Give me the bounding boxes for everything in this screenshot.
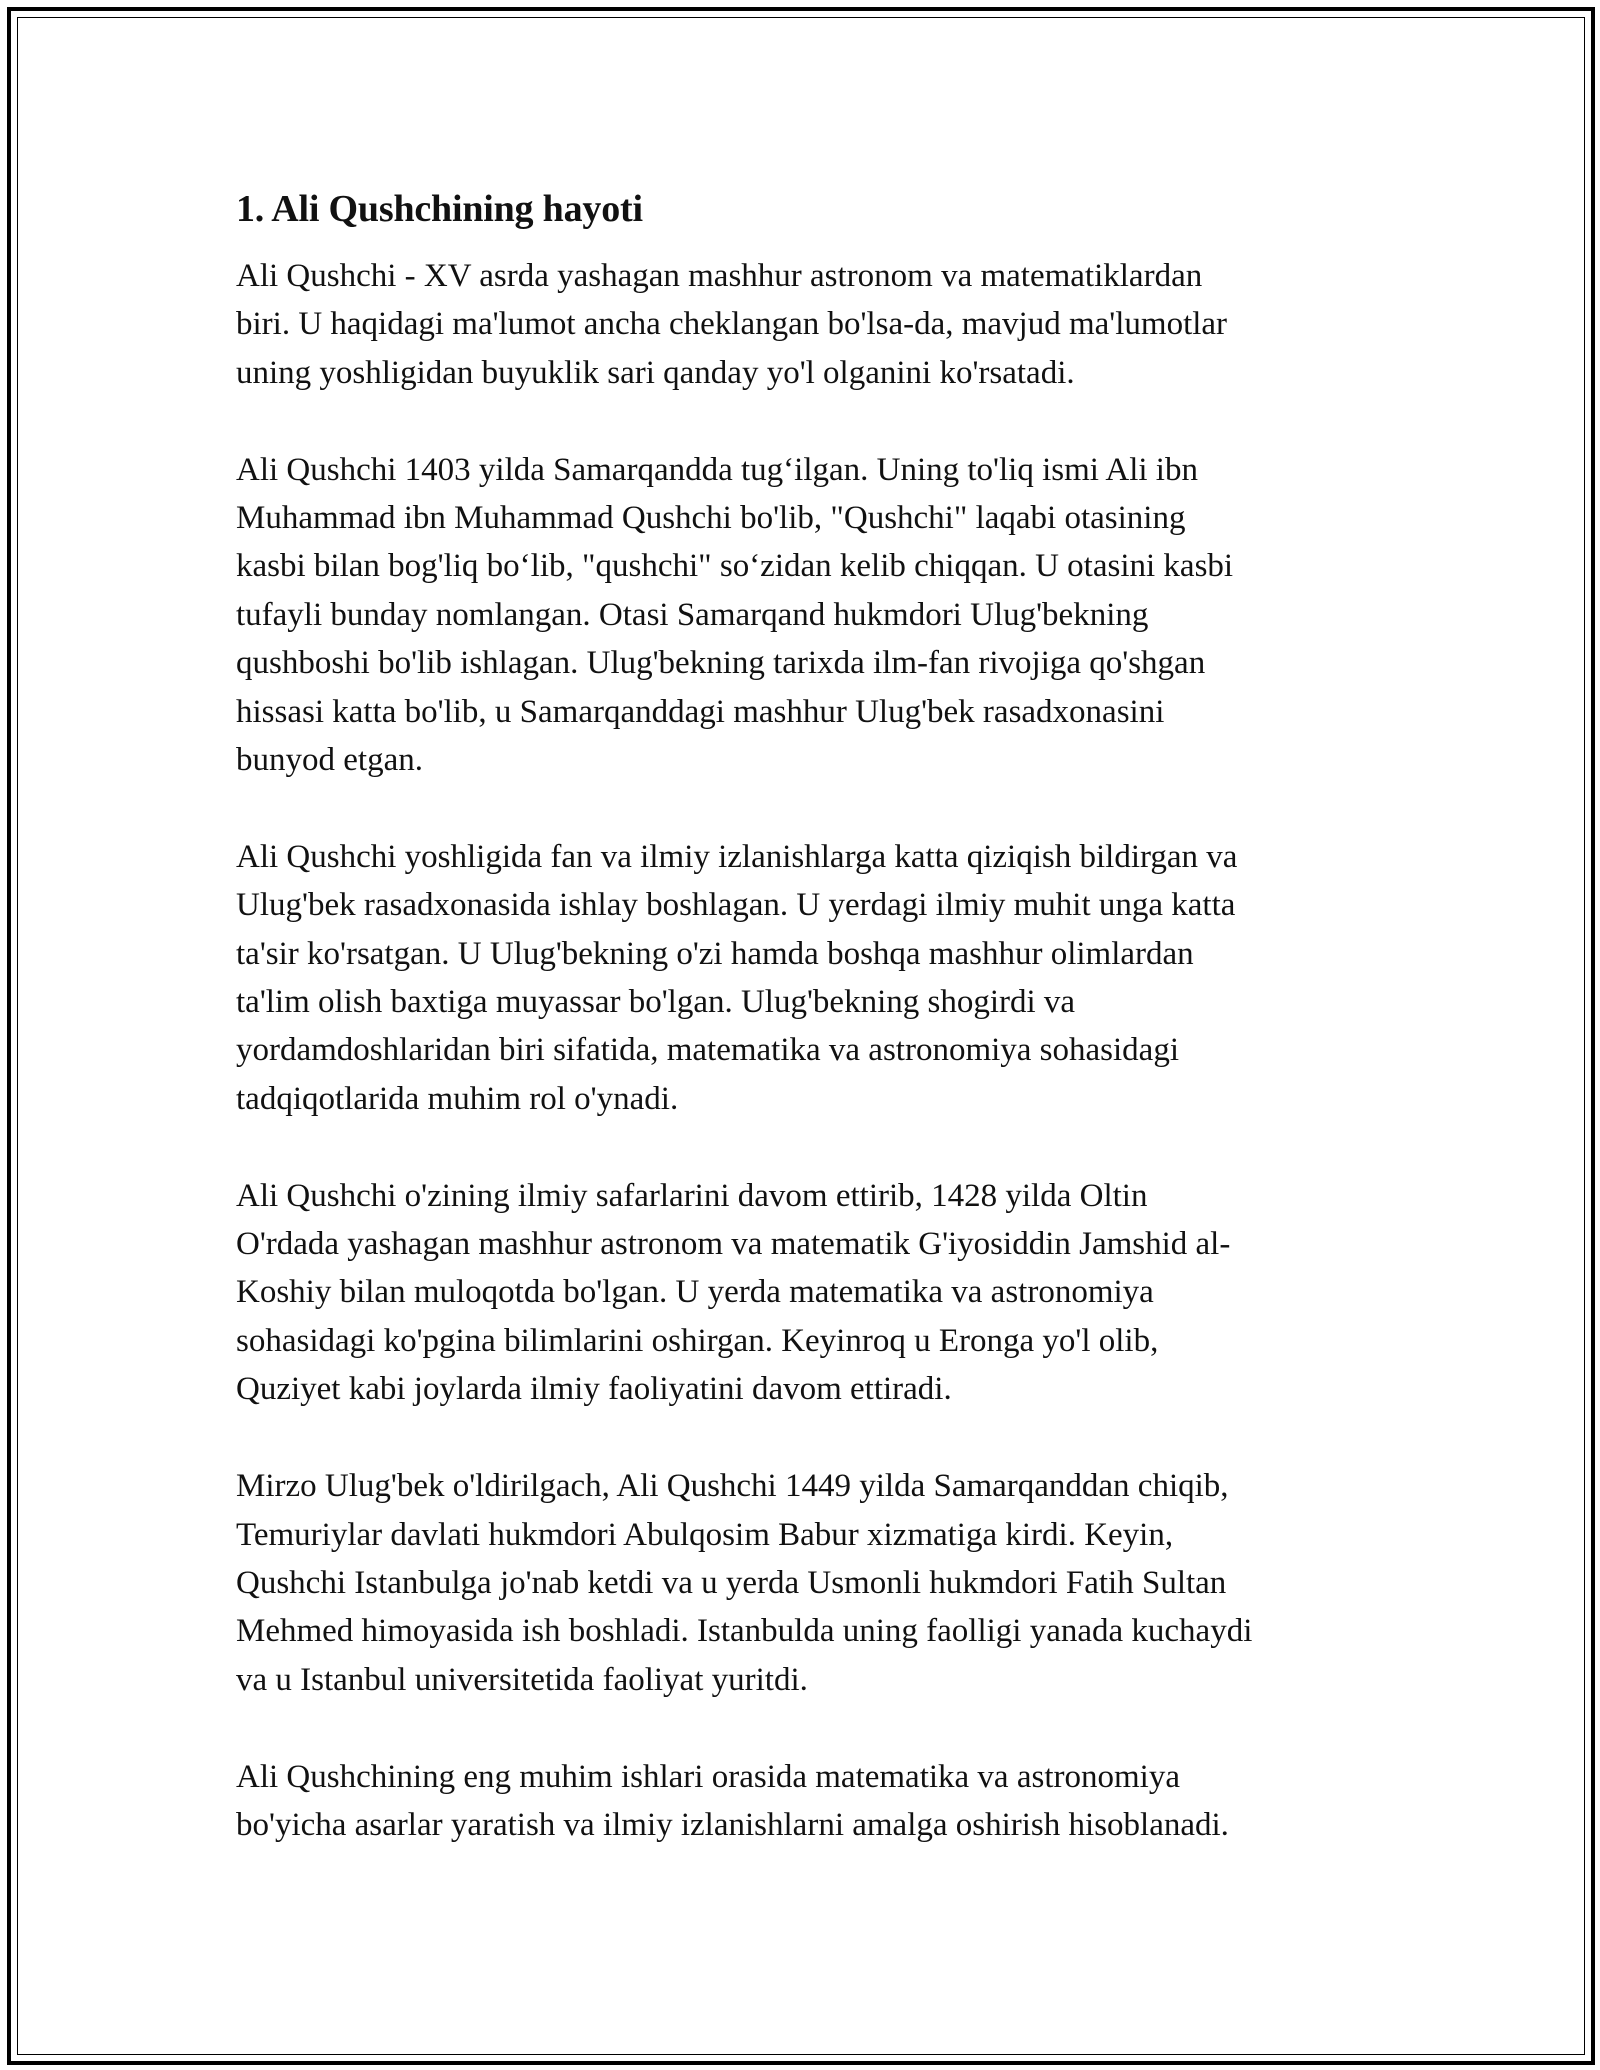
text-line: kasbi bilan bog'liq bo‘lib, "qushchi" so‘zidan kelib chiqqan. U otasini kasbi: [236, 548, 1234, 585]
text-line: Quziyet kabi joylarda ilmiy faoliyatini davom ettiradi.: [236, 1371, 952, 1408]
paragraph-youth: [236, 833, 1386, 1123]
text-line: bunyod etgan.: [236, 742, 423, 779]
paragraph-travels: [236, 1172, 1386, 1414]
section-heading: 1. Ali Qushchining hayoti: [236, 188, 643, 230]
paragraph-intro: [236, 252, 1386, 397]
text-line: sohasidagi ko'pgina bilimlarini oshirgan. Keyinroq u Eronga yo'l olib,: [236, 1322, 1159, 1359]
text-line: Ulug'bek rasadxonasida ishlay boshlagan. U yerdagi ilmiy muhit unga katta: [236, 887, 1236, 924]
text-line: Muhammad ibn Muhammad Qushchi bo'lib, "Qushchi" laqabi otasining: [236, 500, 1186, 537]
text-line: Ali Qushchi 1403 yilda Samarqandda tug‘ilgan. Uning to'liq ismi Ali ibn: [236, 451, 1198, 488]
text-line: Ali Qushchi yoshligida fan va ilmiy izlanishlarga katta qiziqish bildirgan va: [236, 838, 1238, 875]
text-line: uning yoshligidan buyuklik sari qanday yo'l olganini ko'rsatadi.: [236, 354, 1075, 391]
text-line: Qushchi Istanbulga jo'nab ketdi va u yerda Usmonli hukmdori Fatih Sultan: [236, 1564, 1227, 1601]
text-line: biri. U haqidagi ma'lumot ancha cheklangan bo'lsa-da, mavjud ma'lumotlar: [236, 306, 1228, 343]
text-line: Mirzo Ulug'bek o'ldirilgach, Ali Qushchi 1449 yilda Samarqanddan chiqib,: [236, 1468, 1229, 1505]
text-line: tadqiqotlarida muhim rol o'ynadi.: [236, 1080, 679, 1117]
text-line: Koshiy bilan muloqotda bo'lgan. U yerda matematika va astronomiya: [236, 1274, 1154, 1311]
paragraph-works: [236, 1753, 1386, 1850]
text-line: O'rdada yashagan mashhur astronom va matematik G'iyosiddin Jamshid al-: [236, 1226, 1231, 1263]
document-body: [236, 184, 1386, 1898]
text-line: qushboshi bo'lib ishlagan. Ulug'bekning tarixda ilm-fan rivojiga qo'shgan: [236, 645, 1206, 682]
paragraph-birth: [236, 446, 1386, 785]
text-line: Temuriylar davlati hukmdori Abulqosim Babur xizmatiga kirdi. Keyin,: [236, 1516, 1174, 1553]
text-line: yordamdoshlaridan biri sifatida, matematika va astronomiya sohasidagi: [236, 1032, 1179, 1069]
text-line: Ali Qushchining eng muhim ishlari orasida matematika va astronomiya: [236, 1758, 1180, 1795]
text-line: Ali Qushchi o'zining ilmiy safarlarini davom ettirib, 1428 yilda Oltin: [236, 1177, 1148, 1214]
paragraph-later-life: [236, 1462, 1386, 1704]
text-line: ta'lim olish baxtiga muyassar bo'lgan. Ulug'bekning shogirdi va: [236, 984, 1076, 1021]
text-line: Ali Qushchi - XV asrda yashagan mashhur astronom va matematiklardan: [236, 258, 1203, 294]
text-line: tufayli bunday nomlangan. Otasi Samarqand hukmdori Ulug'bekning: [236, 596, 1149, 633]
text-line: Mehmed himoyasida ish boshladi. Istanbulda uning faolligi yanada kuchaydi: [236, 1613, 1253, 1650]
text-line: hissasi katta bo'lib, u Samarqanddagi mashhur Ulug'bek rasadxonasini: [236, 693, 1165, 730]
text-line: bo'yicha asarlar yaratish va ilmiy izlanishlarni amalga oshirish hisoblanadi.: [236, 1806, 1229, 1843]
text-line: va u Istanbul universitetida faoliyat yuritdi.: [236, 1661, 808, 1698]
text-line: ta'sir ko'rsatgan. U Ulug'bekning o'zi hamda boshqa mashhur olimlardan: [236, 935, 1194, 972]
